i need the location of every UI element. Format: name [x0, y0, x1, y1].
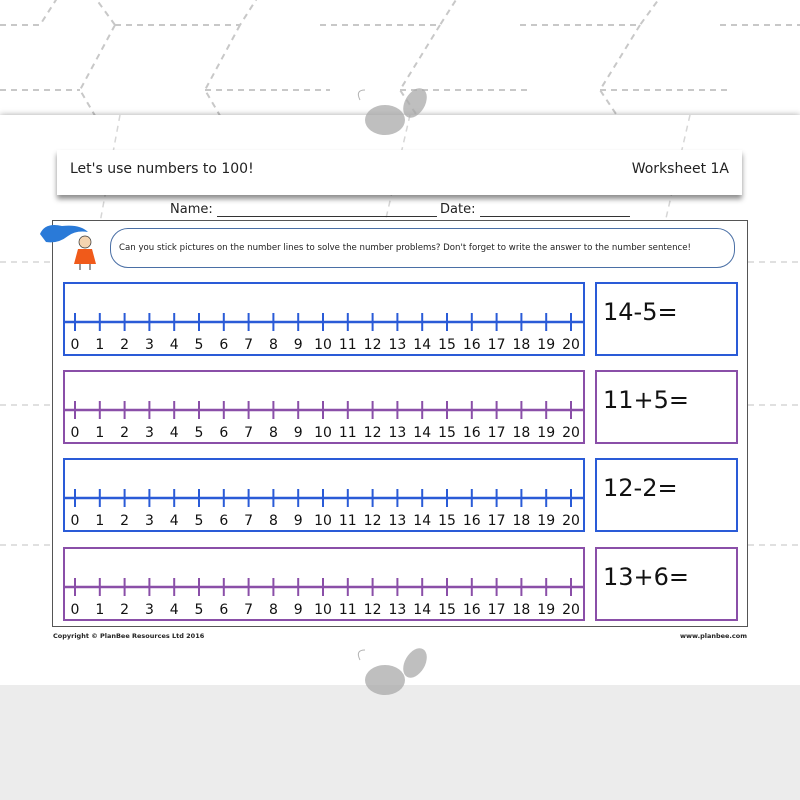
tick-label: 0 [70, 425, 80, 441]
tick-label: 12 [363, 425, 382, 441]
tick-label: 14 [413, 425, 432, 441]
tick-label: 0 [70, 513, 80, 529]
tick-label: 1 [95, 425, 105, 441]
tick-label: 10 [314, 602, 332, 618]
tick-label: 0 [70, 602, 80, 618]
tick-label: 13 [388, 425, 407, 441]
tick-label: 15 [438, 602, 456, 618]
bee-watermark-icon [350, 645, 440, 705]
worksheet-title: Let's use numbers to 100! [70, 161, 254, 177]
name-line[interactable] [217, 205, 437, 217]
tick-label: 19 [537, 602, 556, 618]
tick-label: 17 [487, 425, 506, 441]
date-field[interactable] [440, 202, 630, 217]
answer-box[interactable] [595, 282, 738, 356]
number-sentence: 14-5= [603, 298, 678, 326]
tick-label: 13 [388, 513, 407, 529]
number-line-box[interactable] [63, 547, 585, 621]
tick-label: 11 [338, 602, 357, 618]
tick-label: 7 [244, 337, 254, 353]
number-sentence: 13+6= [603, 563, 690, 591]
tick-label: 9 [293, 602, 303, 618]
tick-label: 14 [413, 513, 432, 529]
name-field[interactable] [170, 202, 437, 217]
tick-label: 5 [194, 513, 204, 529]
tick-label: 6 [219, 337, 229, 353]
tick-label: 5 [194, 425, 204, 441]
number-line [65, 549, 583, 619]
tick-label: 11 [338, 513, 357, 529]
tick-label: 3 [144, 337, 154, 353]
tick-label: 15 [438, 513, 456, 529]
tick-label: 14 [413, 602, 432, 618]
tick-label: 3 [144, 513, 154, 529]
tick-label: 2 [120, 337, 130, 353]
tick-label: 1 [95, 513, 105, 529]
tick-label: 7 [244, 602, 254, 618]
answer-box[interactable] [595, 370, 738, 444]
tick-label: 13 [388, 337, 407, 353]
tick-label: 16 [462, 337, 481, 353]
number-line [65, 284, 583, 354]
tick-label: 10 [314, 425, 332, 441]
tick-label: 5 [194, 337, 204, 353]
tick-label: 19 [537, 513, 556, 529]
tick-label: 12 [363, 513, 382, 529]
tick-label: 12 [363, 602, 382, 618]
copyright-text: Copyright © PlanBee Resources Ltd 2016 [53, 632, 205, 640]
tick-label: 17 [487, 602, 506, 618]
tick-label: 9 [293, 425, 303, 441]
number-line-box[interactable] [63, 458, 585, 532]
tick-label: 6 [219, 513, 229, 529]
tick-label: 17 [487, 513, 506, 529]
worksheet-number: Worksheet 1A [631, 161, 729, 177]
tick-label: 2 [120, 513, 130, 529]
tick-label: 8 [268, 425, 278, 441]
tick-label: 8 [268, 513, 278, 529]
tick-label: 4 [169, 425, 179, 441]
tick-label: 20 [562, 513, 580, 529]
tick-label: 15 [438, 425, 456, 441]
tick-label: 1 [95, 602, 105, 618]
tick-label: 2 [120, 602, 130, 618]
tick-label: 4 [169, 602, 179, 618]
tick-label: 18 [512, 425, 531, 441]
worksheet-header [57, 150, 742, 195]
number-sentence: 11+5= [603, 386, 690, 414]
tick-label: 16 [462, 602, 481, 618]
tick-label: 12 [363, 337, 382, 353]
tick-label: 16 [462, 425, 481, 441]
name-label: Name: [170, 202, 213, 217]
tick-label: 20 [562, 337, 580, 353]
tick-label: 17 [487, 337, 506, 353]
tick-label: 6 [219, 425, 229, 441]
website-text[interactable]: www.planbee.com [680, 632, 747, 640]
tick-label: 20 [562, 425, 580, 441]
number-line-box[interactable] [63, 282, 585, 356]
tick-label: 3 [144, 425, 154, 441]
instruction-bubble [110, 228, 735, 268]
instruction-text: Can you stick pictures on the number lines to solve the number problems? Don't forget to write the answer to the number sentence! [119, 243, 691, 253]
tick-label: 16 [462, 513, 481, 529]
tick-label: 18 [512, 513, 531, 529]
tick-label: 20 [562, 602, 580, 618]
tick-label: 19 [537, 337, 556, 353]
answer-box[interactable] [595, 547, 738, 621]
bee-watermark-icon [350, 85, 440, 145]
number-line-box[interactable] [63, 370, 585, 444]
tick-label: 7 [244, 513, 254, 529]
tick-label: 8 [268, 602, 278, 618]
tick-label: 7 [244, 425, 254, 441]
tick-label: 4 [169, 337, 179, 353]
tick-label: 9 [293, 513, 303, 529]
tick-label: 1 [95, 337, 105, 353]
date-label: Date: [440, 202, 476, 217]
tick-label: 18 [512, 602, 531, 618]
date-line[interactable] [480, 205, 630, 217]
girl-character-icon [40, 222, 110, 272]
tick-label: 10 [314, 513, 332, 529]
number-line [65, 372, 583, 442]
tick-label: 15 [438, 337, 456, 353]
tick-label: 0 [70, 337, 80, 353]
tick-label: 13 [388, 602, 407, 618]
tick-label: 4 [169, 513, 179, 529]
tick-label: 11 [338, 337, 357, 353]
number-line [65, 460, 583, 530]
tick-label: 6 [219, 602, 229, 618]
tick-label: 2 [120, 425, 130, 441]
tick-label: 11 [338, 425, 357, 441]
tick-label: 14 [413, 337, 432, 353]
tick-label: 8 [268, 337, 278, 353]
tick-label: 9 [293, 337, 303, 353]
tick-label: 5 [194, 602, 204, 618]
tick-label: 3 [144, 602, 154, 618]
number-sentence: 12-2= [603, 474, 678, 502]
tick-label: 19 [537, 425, 556, 441]
tick-label: 10 [314, 337, 332, 353]
answer-box[interactable] [595, 458, 738, 532]
tick-label: 18 [512, 337, 531, 353]
